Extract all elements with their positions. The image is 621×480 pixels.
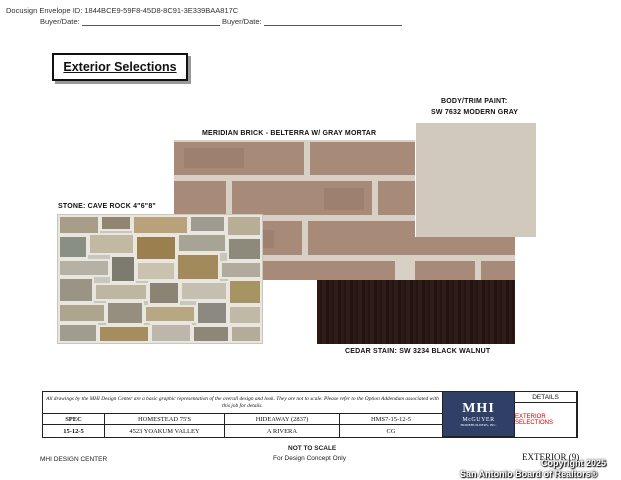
buyer-date-1 [40,17,220,26]
design-center-label: MHI DESIGN CENTER [40,456,108,463]
buyer-date-2 [222,17,402,26]
mhi-logo [443,392,515,437]
initials: CG [340,425,443,437]
buyer-date-label-1: Buyer/Date: [40,17,80,26]
paint-label-line2: SW 7632 MODERN GRAY [431,109,519,116]
elevation: A RIVERA [225,425,340,437]
buyer-date-label-2: Buyer/Date: [222,17,262,26]
logo-tag: HOMEBUILDERS, INC. [460,423,497,427]
plan-name: HOMESTEAD 75'S [105,414,225,425]
stone-swatch [57,214,263,344]
details-header: DETAILS [515,392,577,403]
details-value: EXTERIOR SELECTIONS [515,403,577,437]
buyer-date-line-1 [82,18,220,26]
cedar-label: CEDAR STAIN: SW 3234 BLACK WALNUT [345,348,491,355]
copyright-watermark: Copyright 2025 [541,458,607,468]
buyer-date-line-2 [264,18,402,26]
page-title-box [52,53,188,81]
address: 4523 YOAKUM VALLEY [105,425,225,437]
cedar-stain-swatch [317,280,515,344]
page-title: Exterior Selections [63,60,177,74]
job-code: HMS7-15-12-5 [340,414,443,425]
envelope-id: Docusign Envelope ID: 1844BCE9-59F8-45D8-8C91-3E339BAA817C [6,6,239,15]
paint-label-line1: BODY/TRIM PAINT: [441,98,508,105]
logo-mark: MHI [462,401,495,416]
board-watermark: San Antonio Board of Realtors® [460,469,598,479]
stone-label: STONE: CAVE ROCK 4"6"8" [58,203,156,210]
community: HIDEAWAY (2837) [225,414,340,425]
brick-label: MERIDIAN BRICK - BELTERRA W/ GRAY MORTAR [202,130,377,137]
lot-number: 15-12-5 [43,425,105,437]
not-to-scale: NOT TO SCALE [288,445,337,452]
paint-swatch [416,123,536,237]
design-concept-note: For Design Concept Only [273,455,346,462]
page-label: EXTERIOR (9) [522,452,580,462]
spec-label: SPEC [43,414,105,425]
disclaimer: All drawings by the MHI Design Center are a basic graphic representation of the overall design and look. They are not to scale. Please refer to the Option Addendum associated with this job for details. [43,392,443,414]
logo-name: McGUYER [462,417,495,423]
title-block-table [42,391,578,438]
brick-swatch-extension [415,237,515,280]
